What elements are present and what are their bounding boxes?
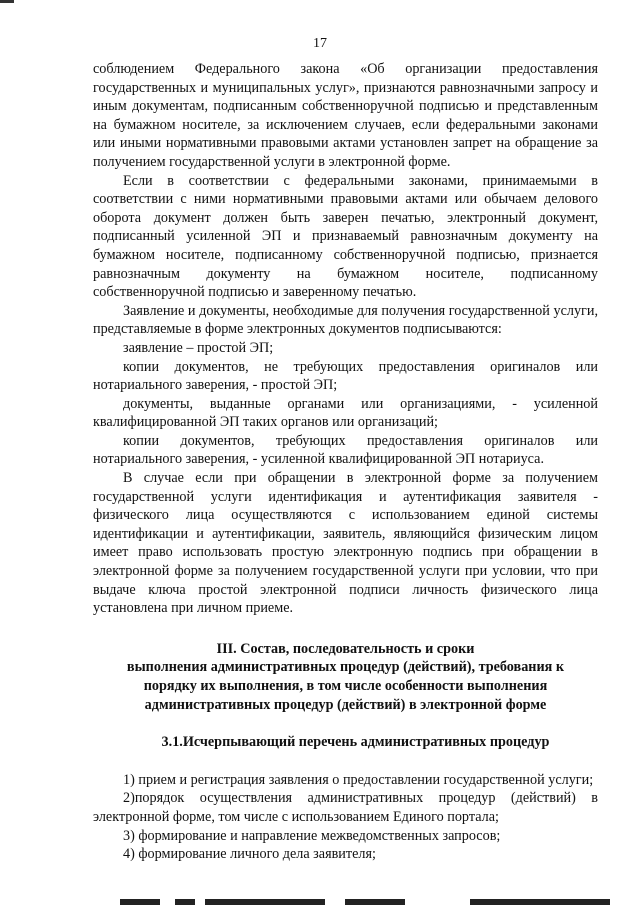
procedure-list — [93, 771, 598, 864]
section-title-line: III. Состав, последовательность и сроки — [216, 640, 475, 657]
body-paragraph: заявление – простой ЭП; — [123, 339, 274, 356]
body-paragraph: копии документов, не требующих предоставления оригиналов или нотариального заверения, - простой ЭП; — [93, 358, 598, 394]
body-paragraph: документы, выданные органами или организациями, - усиленной квалифицированной ЭП таких органов или организаций; — [93, 395, 598, 431]
section-title-line: выполнения административных процедур (действий), требования к — [126, 659, 565, 676]
section-title — [93, 640, 598, 714]
list-item: 3) формирование и направление межведомственных запросов; — [123, 827, 501, 844]
list-item: 2)порядок осуществления административных процедур (действий) в электронной форме, том числе с использованием Единого портала; — [93, 790, 598, 825]
scan-corner-mark — [0, 0, 14, 3]
body-paragraph: Заявление и документы, необходимые для получения государственной услуги, представляемые в форме электронных документов подписываются: — [93, 302, 598, 338]
cropped-bottom-line — [0, 893, 640, 905]
list-item: 4) формирование личного дела заявителя; — [123, 846, 376, 863]
section-title-line: административных процедур (действий) в электронной форме — [144, 696, 547, 713]
section-title-line: порядку их выполнения, в том числе особенности выполнения — [143, 678, 548, 694]
list-item: 1) прием и регистрация заявления о предоставлении государственной услуги; — [123, 771, 594, 788]
body-paragraph: В случае если при обращении в электронной форме за получением государственной услуги идентификация и аутентификация заявителя - физического лица осуществляются с использованием единой системы идентификации и аутентификации, заявитель, являющийся физическим лицом имеет право использовать простую электронную подпись при обращении в электронной форме за получением государственной услуги при условии, что при выдаче ключа простой электронной подписи личность физического лица установлена при личном приеме. — [93, 470, 598, 617]
body-paragraphs — [93, 60, 598, 618]
body-paragraph: Если в соответствии с федеральными законами, принимаемыми в соответствии с ними нормативными правовыми актами или обычаем делового оборота документ должен быть заверен печатью, электронный документ, подписанный усиленной ЭП и признаваемый равнозначным документу на бумажном носителе, подписанному собственноручной подписью, признается равнозначным документу на бумажном носителе, подписанному собственноручной подписью и заверенному печатью. — [93, 172, 598, 301]
body-paragraph: соблюдением Федерального закона «Об организации предоставления государственных и муниципальных услуг», признаются равнозначными запросу и иным документам, подписанным собственноручной подписью и представленным на бумажном носителе, за исключением случаев, если федеральными законами или иными нормативными правовыми актами установлен запрет на обращение за получением государственной услуги в электронной форме. — [93, 61, 598, 170]
document-body — [93, 60, 598, 864]
subsection-title: 3.1.Исчерпывающий перечень административных процедур — [161, 734, 550, 751]
page-number: 17 — [313, 36, 327, 51]
body-paragraph: копии документов, требующих предоставления оригиналов или нотариального заверения, - усиленной квалифицированной ЭП нотариуса. — [93, 432, 598, 468]
